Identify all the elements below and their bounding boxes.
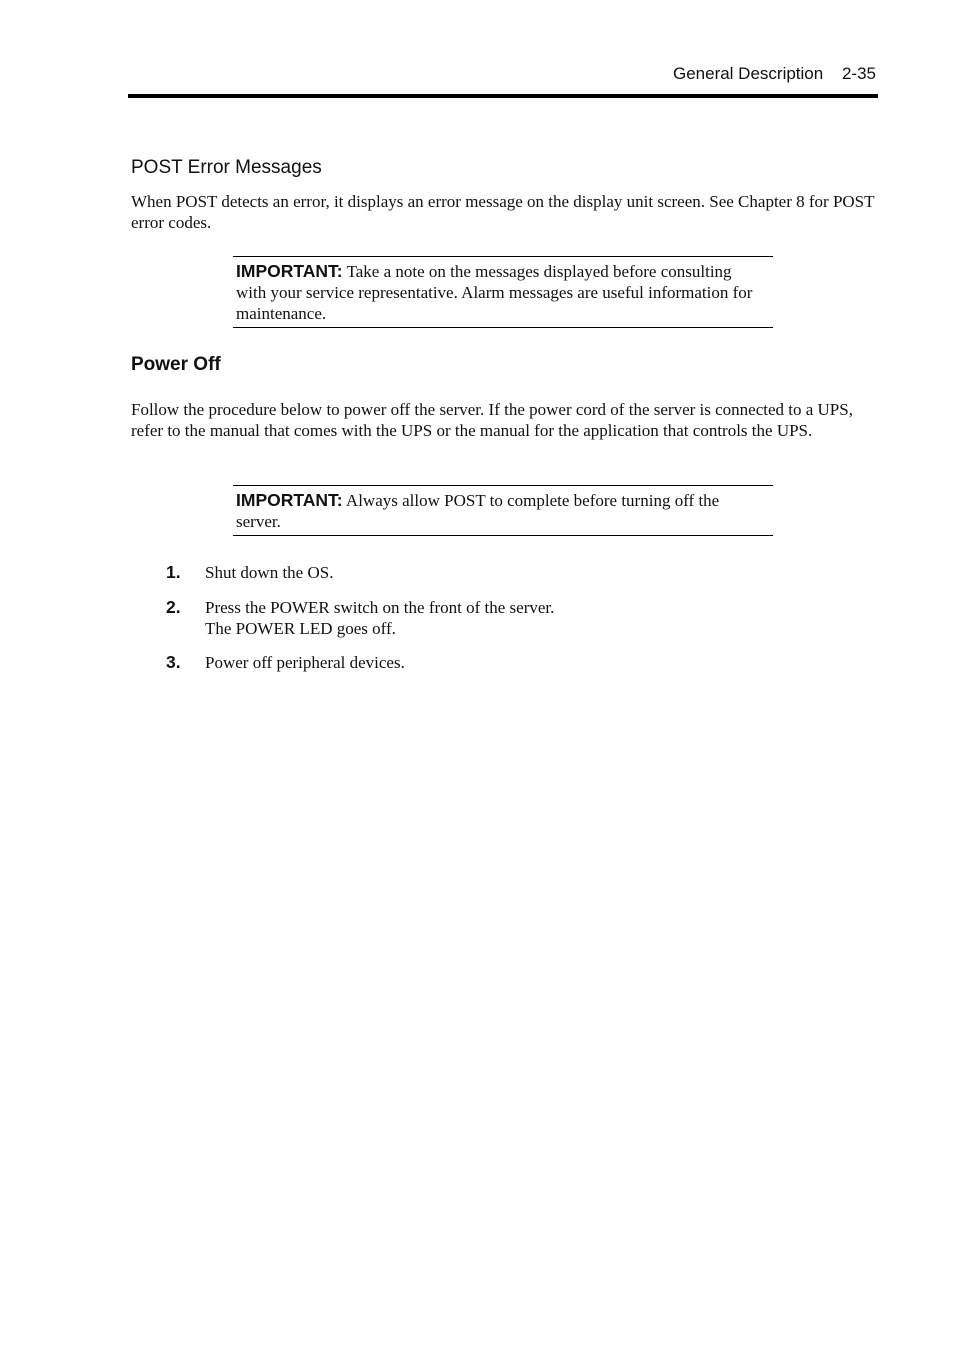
chapter-title: General Description <box>672 64 824 83</box>
step-item <box>166 562 333 583</box>
power-off-paragraph: Follow the procedure below to power off the server. If the power cord of the server is connected to a UPS, refer to the manual that comes with the UPS or the manual for the application that controls the UPS. <box>131 400 853 440</box>
important-text: Always allow POST to complete before turning off the server. <box>236 491 720 531</box>
important-note-post <box>233 256 773 328</box>
step-text-block <box>205 597 554 639</box>
step-item <box>166 597 554 639</box>
running-header <box>128 64 876 90</box>
step-subtext: The POWER LED goes off. <box>205 619 396 638</box>
step-text: Power off peripheral devices. <box>205 653 405 672</box>
section-heading-post-errors: POST Error Messages <box>131 157 322 178</box>
post-errors-paragraph: When POST detects an error, it displays an error message on the display unit screen. See Chapter 8 for POST error codes. <box>131 192 875 232</box>
important-note-power-off <box>233 485 773 536</box>
step-number: 3. <box>166 652 181 672</box>
step-text: Shut down the OS. <box>205 563 334 582</box>
step-item <box>166 652 405 673</box>
important-text: Take a note on the messages displayed before consulting with your service representative. Alarm messages are useful information for maintenance. <box>236 262 753 323</box>
step-number: 1. <box>166 562 181 582</box>
step-number: 2. <box>166 597 181 617</box>
step-text: Press the POWER switch on the front of the server. <box>205 598 555 617</box>
header-rule <box>128 94 878 98</box>
page-number: 2-35 <box>841 64 876 83</box>
important-label: IMPORTANT: <box>236 490 343 510</box>
important-label: IMPORTANT: <box>236 261 343 281</box>
section-heading-power-off: Power Off <box>131 354 221 375</box>
